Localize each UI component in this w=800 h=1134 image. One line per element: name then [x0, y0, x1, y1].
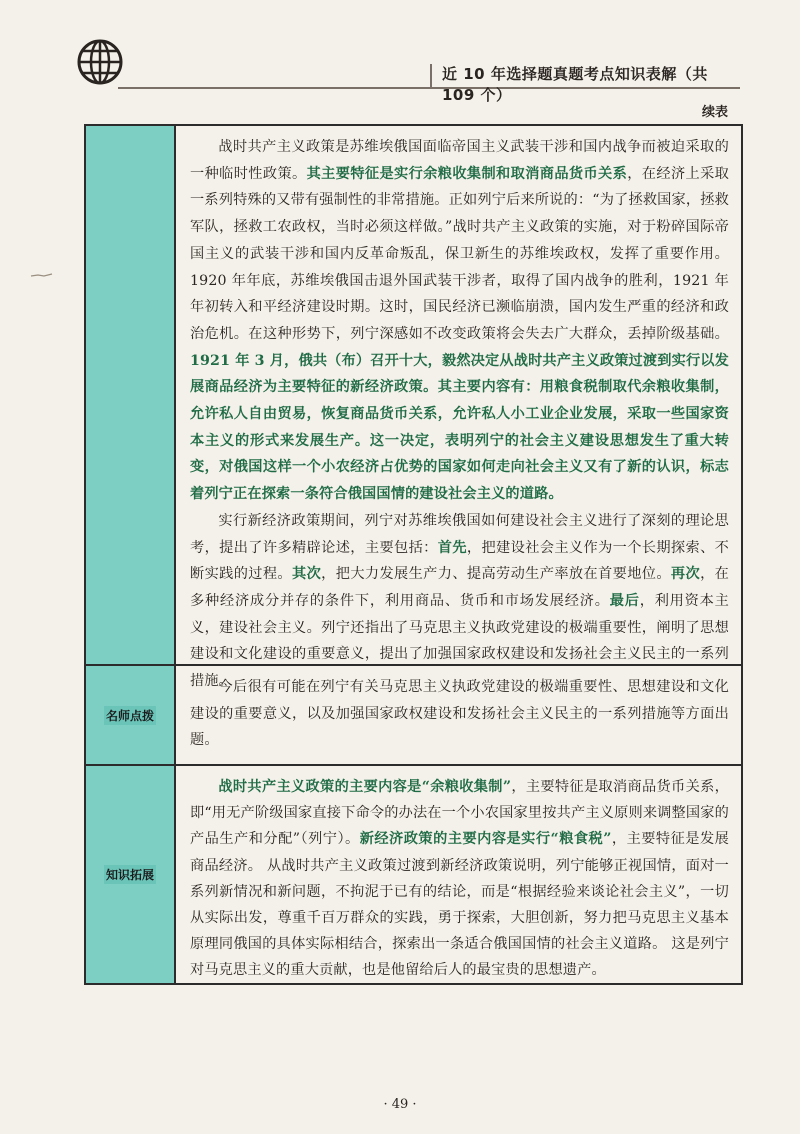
page-number: · 49 · [383, 1097, 417, 1112]
table-row [86, 126, 741, 690]
content-cell [176, 666, 741, 764]
continued-label: 续表 [701, 105, 728, 120]
highlight-text: 其次 [292, 566, 322, 583]
row-label-knowledge-expansion: 知识拓展 [86, 766, 176, 983]
table-row [86, 666, 741, 766]
globe-icon [76, 38, 124, 86]
highlight-text: 最后 [609, 592, 640, 609]
margin-mark [30, 272, 54, 278]
paragraph: 实行新经济政策期间，列宁对苏维埃俄国如何建设社会主义进行了深刻的理论思考，提出了许多精辟论述，主要包括：首先，把建设社会主义作为一个长期探索、不断实践的过程。其次，把大力发展生产力、提高劳动生产率放在首要地位。再次，在多种经济成分并存的条件下，利用商品、货币和市场发展经济。最后，利用资本主义，建设社会主义。列宁还指出了马克思主义执政党建设的极端重要性，阐明了思想建设和文化建设的重要意义，提出了加强国家政权建设和发扬社会主义民主的一系列措施。 [190, 512, 729, 690]
paragraph: 战时共产主义政策的主要内容是“余粮收集制”，主要特征是取消商品货币关系，即“用无产阶级国家直接下命令的办法在一个小农国家里按共产主义原则来调整国家的产品生产和分配”（列宁）。新经济政策的主要内容是实行“粮食税”，主要特征是发展商品经济。 从战时共产主义政策过渡到新经济政策说明，列宁能够正视国情，面对一系列新情况和新问题，不拘泥于已有的结论，而是“根据经验来谈论社会主义”，一切从实际出发，尊重千百万群众的实践，勇于探索，大胆创新，努力把马克思主义基本原理同俄国的具体实际相结合，探索出一条适合俄国国情的社会主义道路。 这是列宁对马克思主义的重大贡献，也是他留给后人的最宝贵的思想遗产。 [190, 779, 729, 979]
paragraph: 战时共产主义政策是苏维埃俄国面临帝国主义武装干涉和国内战争而被迫采取的一种临时性政策。其主要特征是实行余粮收集制和取消商品货币关系，在经济上采取一系列特殊的又带有强制性的非常措施。正如列宁后来所说的：“为了拯救国家，拯救军队，拯救工农政权，当时必须这样做。”战时共产主义政策的实施，对于粉碎国际帝国主义的武装干涉和国内反革命叛乱，保卫新生的苏维埃政权，发挥了重要作用。1920 年年底，苏维埃俄国击退外国武装干涉者，取得了国内战争的胜利，1921 年年初转入和平经济建设时期。这时，国民经济已濒临崩溃，国内发生严重的经济和政治危机。在这种形势下，列宁深感如不改变政策将会失去广大群众，丢掉阶级基础。1921 年 3 月，俄共（布）召开十大，毅然决定从战时共产主义政策过渡到实行以发展商品经济为主要特征的新经济政策。其主要内容有：用粮食税制取代余粮收集制，允许私人自由贸易，恢复商品货币关系，允许私人小工业企业发展，采取一些国家资本主义的形式来发展生产。这一决定，表明列宁的社会主义建设思想发生了重大转变，对俄国这样一个小农经济占优势的国家如何走向社会主义又有了新的认识，标志着列宁正在探索一条符合俄国国情的建设社会主义的道路。 [190, 139, 729, 503]
header-divider [430, 64, 432, 88]
content-cell [176, 126, 741, 690]
highlight-text: 首先 [437, 539, 467, 556]
knowledge-table [84, 124, 743, 985]
highlight-text: 1921 年 3 月，俄共（布）召开十大，毅然决定从战时共产主义政策过渡到实行以发展商品经济为主要特征的新经济政策。其主要内容有：用粮食税制取代余粮收集制，允许私人自由贸易，恢复商品货币关系，允许私人小工业企业发展，采取一些国家资本主义的形式来发展生产。这一决定，表明列宁的社会主义建设思想发生了重大转变，对俄国这样一个小农经济占优势的国家如何走向社会主义又有了新的认识，标志着列宁正在探索一条符合俄国国情的建设社会主义的道路。 [190, 352, 729, 503]
table-row [86, 766, 741, 983]
paragraph: 今后很有可能在列宁有关马克思主义执政党建设的极端重要性、思想建设和文化建设的重要意义，以及加强国家政权建设和发扬社会主义民主的一系列措施等方面出题。 [190, 679, 729, 749]
content-cell [176, 766, 741, 983]
row-label-cell [86, 126, 176, 664]
highlight-text: 再次 [670, 566, 701, 583]
row-label-teacher-tips: 名师点拨 [86, 666, 176, 764]
running-header-title: 近 10 年选择题真题考点知识表解（共 109 个） [442, 65, 708, 104]
highlight-text: 战时共产主义政策的主要内容是“余粮收集制” [218, 779, 512, 795]
highlight-text: 新经济政策的主要内容是实行“粮食税” [359, 831, 612, 848]
highlight-text: 其主要特征是实行余粮收集制和取消商品货币关系 [306, 165, 628, 182]
